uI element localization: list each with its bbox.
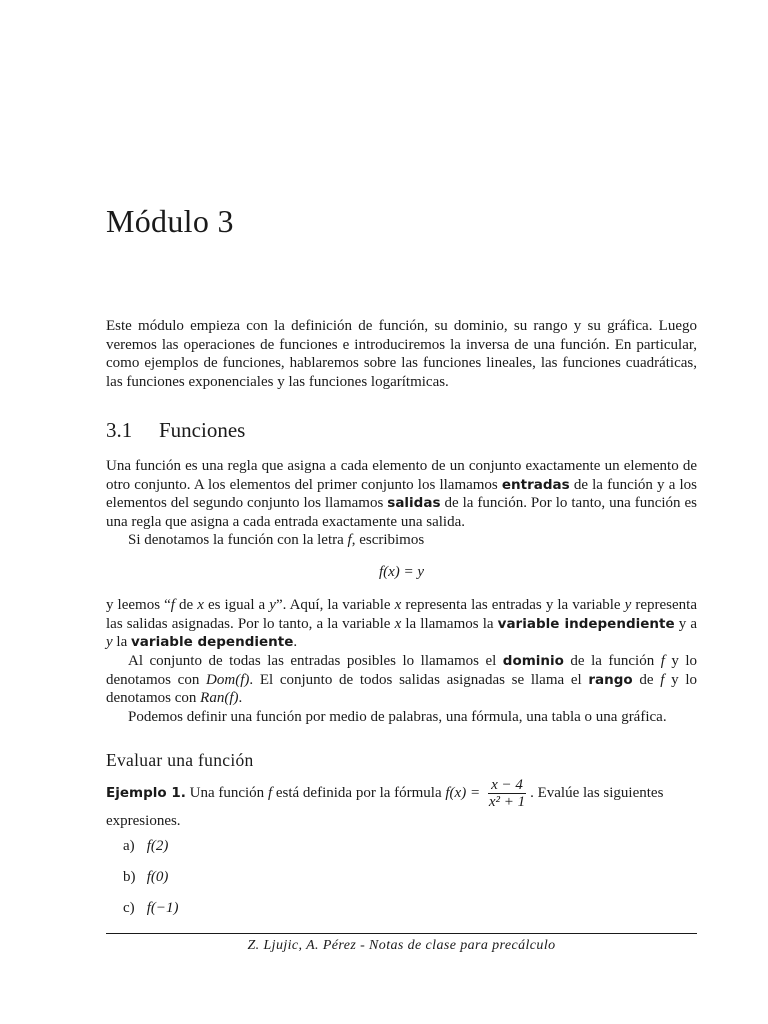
text-run: y a bbox=[674, 615, 697, 632]
text-run: . bbox=[293, 634, 298, 651]
example-label: Ejemplo 1. bbox=[106, 784, 186, 801]
math-dom: Dom(f) bbox=[206, 671, 250, 688]
text-run: y leemos “ bbox=[106, 597, 171, 613]
math-var: y bbox=[269, 597, 276, 613]
math-var: f bbox=[660, 671, 665, 688]
example-block bbox=[106, 774, 697, 831]
text-run: de la función. Por lo tanto, una función es una regla que asigna a cada entrada exactamente una salida. bbox=[106, 495, 697, 530]
text-run: de bbox=[632, 671, 661, 688]
term-variable-dependiente: variable dependiente bbox=[131, 634, 294, 651]
text-run: . El conjunto de todos salidas asignadas se llama el bbox=[249, 671, 589, 688]
paragraph-variables bbox=[106, 596, 697, 652]
display-equation: f(x) = y bbox=[378, 564, 425, 580]
text-run: Al conjunto de todas las entradas posibles lo llamamos el bbox=[128, 653, 503, 669]
example-text bbox=[106, 777, 663, 810]
section-heading bbox=[106, 418, 245, 443]
text-run: ”. Aquí, la variable bbox=[275, 597, 395, 613]
list-item bbox=[123, 867, 179, 898]
example-continuation: expresiones. bbox=[106, 813, 181, 829]
paragraph-definition bbox=[106, 457, 697, 531]
math-var: x bbox=[394, 615, 402, 632]
fraction-denominator: x² + 1 bbox=[488, 793, 526, 810]
list-item bbox=[123, 898, 179, 929]
text-run: . Evalúe las siguientes bbox=[530, 784, 664, 801]
text-run: Una función bbox=[185, 784, 268, 801]
intro-paragraph: Este módulo empieza con la definición de función, su dominio, su rango y su gráfica. Luego veremos las operaciones de funciones e introduciremos la inversa de una función. En particular, como ejemplos de funciones, hablaremos sobre las funciones lineales, las funciones cuadráticas, las funciones exponenciales y las funciones logarítmicas. bbox=[106, 318, 697, 390]
footer-rule bbox=[106, 933, 697, 934]
section-number: 3.1 bbox=[106, 418, 133, 442]
text-run: , escribimos bbox=[351, 532, 425, 548]
chapter-title: Módulo 3 bbox=[106, 203, 234, 239]
text-run: la bbox=[112, 634, 131, 651]
fraction-numerator: x − 4 bbox=[488, 777, 526, 794]
text-run: de la función y a los elementos del segundo conjunto los llamamos bbox=[106, 476, 697, 512]
example-first-line bbox=[106, 774, 697, 812]
math-var: y bbox=[624, 597, 632, 613]
math-var: f bbox=[347, 532, 352, 548]
paragraph-representations: Podemos definir una función por medio de palabras, una fórmula, una tabla o una gráfica. bbox=[128, 709, 667, 725]
text-run: Si denotamos la función con la letra bbox=[128, 532, 348, 548]
page-footer: Z. Ljujic, A. Pérez - Notas de clase para precálculo bbox=[247, 938, 556, 953]
math-var: f bbox=[267, 784, 273, 801]
item-label: a) bbox=[123, 838, 135, 854]
text-run: y lo denotamos con bbox=[106, 653, 697, 688]
item-expression: f(0) bbox=[146, 869, 169, 885]
item-label: c) bbox=[123, 900, 135, 916]
fraction bbox=[486, 777, 528, 810]
document-page bbox=[106, 0, 697, 1024]
section-title: Funciones bbox=[159, 418, 246, 442]
text-run: está definida por la fórmula bbox=[272, 784, 446, 801]
math-lhs: f(x) = bbox=[445, 784, 481, 801]
term-entradas: entradas bbox=[501, 476, 570, 493]
paragraph-notation bbox=[106, 531, 697, 550]
item-expression: f(2) bbox=[146, 838, 169, 854]
text-run: la llamamos la bbox=[401, 615, 498, 632]
math-var: f bbox=[170, 597, 175, 613]
text-run: representa las entradas y la variable bbox=[401, 597, 625, 613]
item-expression: f(−1) bbox=[146, 900, 179, 916]
list-item bbox=[123, 836, 179, 867]
subsection-heading: Evaluar una función bbox=[106, 750, 254, 770]
math-var: f bbox=[660, 653, 665, 669]
paragraph-domain-range bbox=[106, 652, 697, 708]
term-rango: rango bbox=[588, 671, 633, 688]
exercise-list bbox=[123, 836, 179, 929]
text-run: representa las salidas asignadas. Por lo tanto, a la variable bbox=[106, 597, 697, 632]
text-run: Una función es una regla que asigna a cada elemento de un conjunto exactamente un elemento de otro conjunto. A los elementos del primer conjunto los llamamos bbox=[106, 458, 697, 493]
text-run: de bbox=[174, 597, 198, 613]
text-run: y lo denotamos con bbox=[106, 671, 697, 707]
text-run: de la función bbox=[563, 653, 661, 669]
term-salidas: salidas bbox=[387, 495, 441, 512]
item-label: b) bbox=[123, 869, 136, 885]
text-run: . bbox=[238, 690, 243, 707]
math-var: y bbox=[106, 634, 113, 651]
term-variable-independiente: variable independiente bbox=[497, 615, 675, 632]
math-ran: Ran(f) bbox=[200, 690, 239, 707]
text-run: es igual a bbox=[203, 597, 270, 613]
math-var: x bbox=[197, 597, 204, 613]
math-var: x bbox=[394, 597, 402, 613]
term-dominio: dominio bbox=[502, 653, 564, 669]
